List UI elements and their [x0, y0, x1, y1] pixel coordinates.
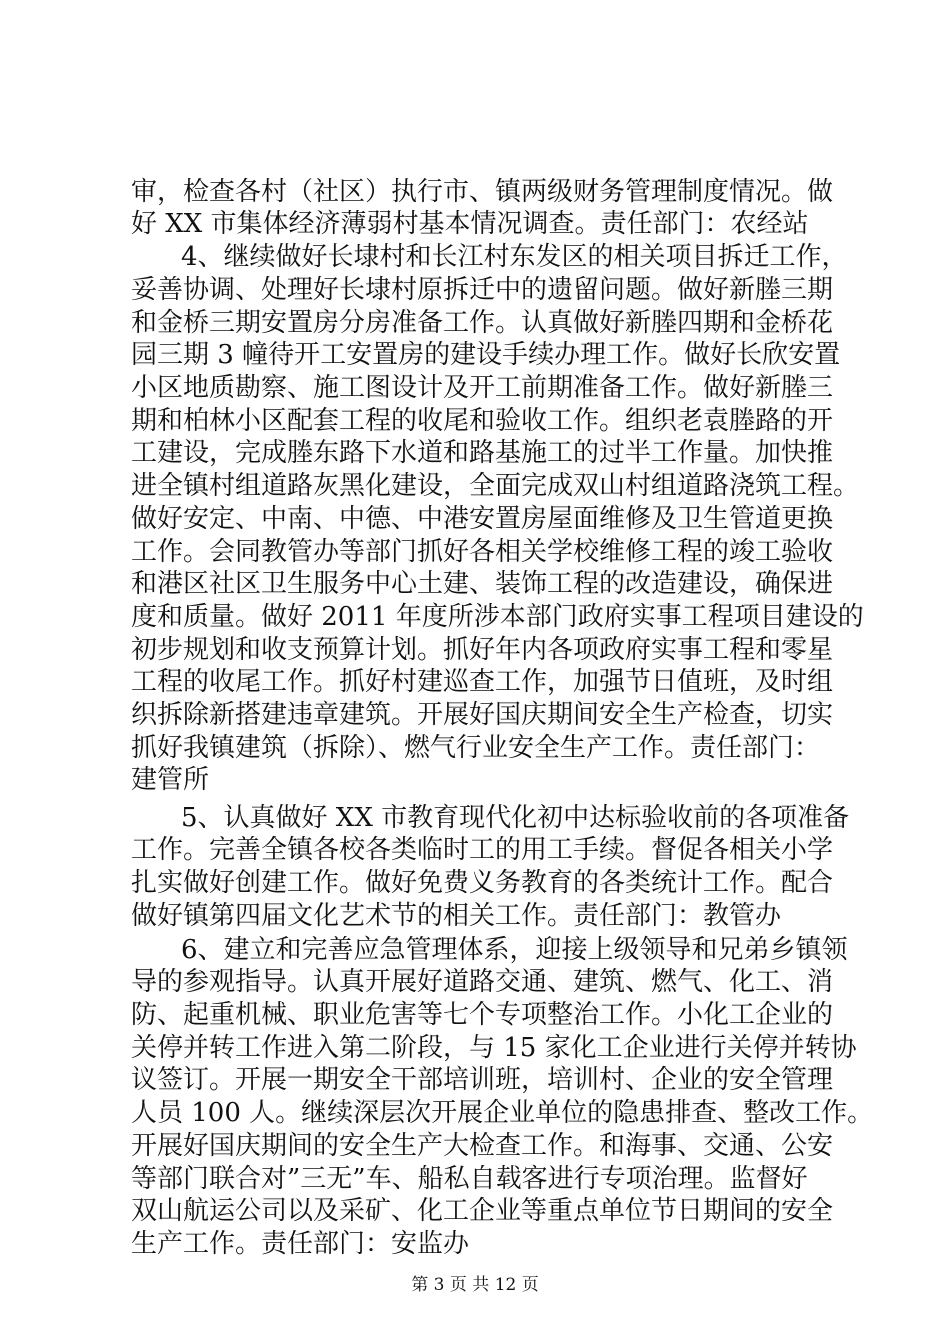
text-line: 生产工作。责任部门：安监办: [131, 1229, 470, 1259]
text-line: 议签订。开展一期安全干部培训班，培训村、企业的安全管理: [131, 1065, 834, 1095]
text-line: 初步规划和收支预算计划。抓好年内各项政府实事工程和零星: [131, 635, 834, 665]
paragraph-4-start: 4、继续做好长埭村和长江村东发区的相关项目拆迁工作，: [181, 242, 848, 272]
text-line: 做好安定、中南、中德、中港安置房屋面维修及卫生管道更换: [131, 504, 834, 534]
text-line: 工建设，完成塍东路下水道和路基施工的过半工作量。加快推: [131, 438, 834, 468]
text-line: 工作。会同教管办等部门抓好各相关学校维修工程的竣工验收: [131, 537, 834, 567]
text-line: 人员 100 人。继续深层次开展企业单位的隐患排查、整改工作。: [131, 1098, 874, 1128]
text-line: 开展好国庆期间的安全生产大检查工作。和海事、交通、公安: [131, 1131, 834, 1161]
text-line: 妥善协调、处理好长埭村原拆迁中的遗留问题。做好新塍三期: [131, 275, 834, 305]
text-line: 进全镇村组道路灰黑化建设，全面完成双山村组道路浇筑工程。: [131, 471, 860, 501]
text-line: 建管所: [131, 765, 210, 795]
text-line: 防、起重机械、职业危害等七个专项整治工作。小化工企业的: [131, 1000, 834, 1030]
text-line: 工作。完善全镇各校各类临时工的用工手续。督促各相关小学: [131, 835, 834, 865]
paragraph-6-start: 6、建立和完善应急管理体系，迎接上级领导和兄弟乡镇领: [181, 935, 848, 965]
page-number-footer: 第 3 页 共 12 页: [411, 1275, 539, 1295]
text-line: 织拆除新搭建违章建筑。开展好国庆期间安全生产检查，切实: [131, 700, 834, 730]
text-line: 导的参观指导。认真开展好道路交通、建筑、燃气、化工、消: [131, 967, 834, 997]
text-line: 度和质量。做好 2011 年度所涉本部门政府实事工程项目建设的: [131, 602, 864, 632]
text-line: 双山航运公司以及采矿、化工企业等重点单位节日期间的安全: [131, 1196, 834, 1226]
text-line: 好 XX 市集体经济薄弱村基本情况调查。责任部门：农经站: [131, 209, 809, 239]
text-line: 等部门联合对”三无”车、船私自载客进行专项治理。监督好: [131, 1164, 808, 1194]
paragraph-5-start: 5、认真做好 XX 市教育现代化初中达标验收前的各项准备: [181, 803, 850, 833]
text-line: 园三期 3 幢待开工安置房的建设手续办理工作。做好长欣安置: [131, 340, 841, 370]
text-line: 扎实做好创建工作。做好免费义务教育的各类统计工作。配合: [131, 868, 834, 898]
text-line: 和金桥三期安置房分房准备工作。认真做好新塍四期和金桥花: [131, 308, 834, 338]
text-line: 小区地质勘察、施工图设计及开工前期准备工作。做好新塍三: [131, 373, 834, 403]
text-line: 和港区社区卫生服务中心土建、装饰工程的改造建设，确保进: [131, 569, 834, 599]
text-line: 审，检查各村（社区）执行市、镇两级财务管理制度情况。做: [131, 177, 834, 207]
text-line: 期和柏林小区配套工程的收尾和验收工作。组织老袁塍路的开: [131, 406, 834, 436]
text-line: 抓好我镇建筑（拆除）、燃气行业安全生产工作。责任部门：: [131, 733, 821, 763]
text-line: 做好镇第四届文化艺术节的相关工作。责任部门：教管办: [131, 901, 782, 931]
text-line: 工程的收尾工作。抓好村建巡查工作，加强节日值班，及时组: [131, 667, 834, 697]
text-line: 关停并转工作进入第二阶段，与 15 家化工企业进行关停并转协: [131, 1033, 857, 1063]
